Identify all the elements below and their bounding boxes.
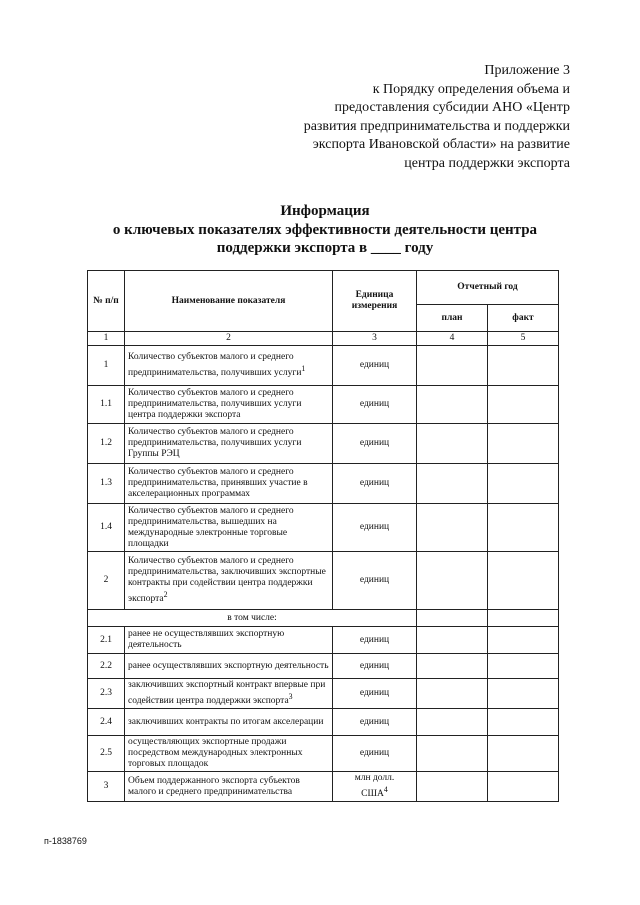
row-number: 2 [88,552,125,610]
fact-cell [488,424,559,464]
fact-cell [488,464,559,504]
unit-cell: единиц [333,346,417,386]
fact-cell [488,679,559,709]
unit-line [336,784,413,800]
appendix-line: предоставления субсидии АНО «Центр [334,100,570,115]
table-row [88,346,559,386]
unit-cell: единиц [333,679,417,709]
indicator-text: Количество субъектов малого и среднего предпринимательства, получивших услуги Группы РЭЦ [128,427,302,459]
appendix-line: экспорта Ивановской области» на развитие [312,137,570,152]
plan-cell [417,464,488,504]
column-number-row [88,332,559,346]
indicator-text: Количество субъектов малого и среднего предпринимательства, заключивших экспортные контракты при содействии центра поддержки экспорта [128,555,326,605]
header-plan: план [417,305,488,332]
footnote-mark: 4 [383,785,388,795]
column-number: 5 [488,332,559,346]
table-row [88,386,559,424]
table-row [88,424,559,464]
appendix-line: центра поддержки экспорта [404,155,570,171]
row-number: 2.2 [88,654,125,679]
indicator-name [125,772,333,802]
heading-line: поддержки экспорта в ____ году [216,240,434,256]
unit-cell: единиц [333,464,417,504]
row-number: 1.2 [88,424,125,464]
unit-cell: единиц [333,654,417,679]
fact-cell [488,552,559,610]
unit-cell: единиц [333,386,417,424]
row-number: 2.5 [88,736,125,772]
table-row [88,736,559,772]
fact-cell [488,654,559,679]
footnote-mark: 3 [288,692,293,701]
header-num: № п/п [88,271,125,332]
unit-cell: единиц [333,504,417,552]
unit-cell: единиц [333,709,417,736]
fact-cell [488,610,559,627]
row-number: 2.3 [88,679,125,709]
column-number: 2 [125,332,333,346]
row-number: 2.1 [88,627,125,654]
plan-cell [417,679,488,709]
appendix-line: Приложение 3 [484,63,570,78]
indicator-text: заключивших контракты по итогам акселерации [128,716,324,727]
indicator-text: Количество субъектов малого и среднего предпринимательства, получивших услуги [128,351,302,379]
footnote-mark: 1 [301,363,306,373]
table-row [88,654,559,679]
plan-cell [417,346,488,386]
heading-title: Информация [280,203,370,219]
unit-cell: единиц [333,627,417,654]
subgroup-label: в том числе: [88,610,417,627]
kpi-table [87,270,559,802]
plan-cell [417,424,488,464]
fact-cell [488,709,559,736]
unit-cell: единиц [333,424,417,464]
table-row [88,504,559,552]
indicator-name [125,346,333,386]
indicator-text: заключивших экспортный контракт впервые при содействии центра поддержки экспорта [128,680,326,707]
plan-cell [417,627,488,654]
appendix-line: развития предпринимательства и поддержки [303,118,570,134]
subgroup-row [88,610,559,627]
plan-cell [417,386,488,424]
table-row [88,552,559,610]
plan-cell [417,552,488,610]
document-heading [90,202,560,258]
plan-cell [417,610,488,627]
plan-cell [417,772,488,802]
table-row [88,464,559,504]
unit-cell: единиц [333,736,417,772]
plan-cell [417,736,488,772]
unit-cell: единиц [333,552,417,610]
indicator-name [125,654,333,679]
table-row [88,627,559,654]
indicator-text: ранее осуществлявших экспортную деятельность [128,660,329,671]
table-row [88,772,559,802]
indicator-name [125,504,333,552]
indicator-name [125,709,333,736]
fact-cell [488,386,559,424]
fact-cell [488,627,559,654]
fact-cell [488,736,559,772]
indicator-name [125,627,333,654]
indicator-text: Количество субъектов малого и среднего предпринимательства, получивших услуги центра поддержки экспорта [128,388,302,420]
table-row [88,679,559,709]
footnote-mark: 2 [163,589,168,599]
table-row [88,709,559,736]
column-number: 1 [88,332,125,346]
row-number: 1.4 [88,504,125,552]
appendix-line: к Порядку определения объема и [372,81,570,97]
indicator-text: осуществляющих экспортные продажи посредством международных электронных торговых площадок [128,737,303,770]
header-name: Наименование показателя [125,271,333,332]
row-number: 3 [88,772,125,802]
header-year: Отчетный год [417,271,559,305]
row-number: 2.4 [88,709,125,736]
column-number: 4 [417,332,488,346]
unit-cell [333,772,417,802]
indicator-name [125,552,333,610]
indicator-name [125,679,333,709]
indicator-text: Количество субъектов малого и среднего предпринимательства, принявших участие в акселерационных программах [128,467,308,499]
heading-line: о ключевых показателях эффективности деятельности центра [112,221,538,238]
header-fact: факт [488,305,559,332]
indicator-name [125,386,333,424]
header-unit: Единица измерения [333,271,417,332]
fact-cell [488,346,559,386]
plan-cell [417,504,488,552]
indicator-name [125,424,333,464]
column-number: 3 [333,332,417,346]
unit-line: млн долл. [354,773,395,784]
indicator-name [125,736,333,772]
plan-cell [417,654,488,679]
indicator-text: Объем поддержанного экспорта субъектов малого и среднего предпринимательства [128,775,300,797]
indicator-text: ранее не осуществлявших экспортную деятельность [128,629,285,650]
row-number: 1.3 [88,464,125,504]
indicator-text: Количество субъектов малого и среднего предпринимательства, вышедших на международные электронные торговые площадки [128,505,294,549]
appendix-note [240,62,570,173]
fact-cell [488,772,559,802]
header-row [88,271,559,305]
plan-cell [417,709,488,736]
document-id: п-1838769 [44,836,87,846]
indicator-name [125,464,333,504]
row-number: 1 [88,346,125,386]
fact-cell [488,504,559,552]
row-number: 1.1 [88,386,125,424]
unit-text: США [361,789,384,800]
